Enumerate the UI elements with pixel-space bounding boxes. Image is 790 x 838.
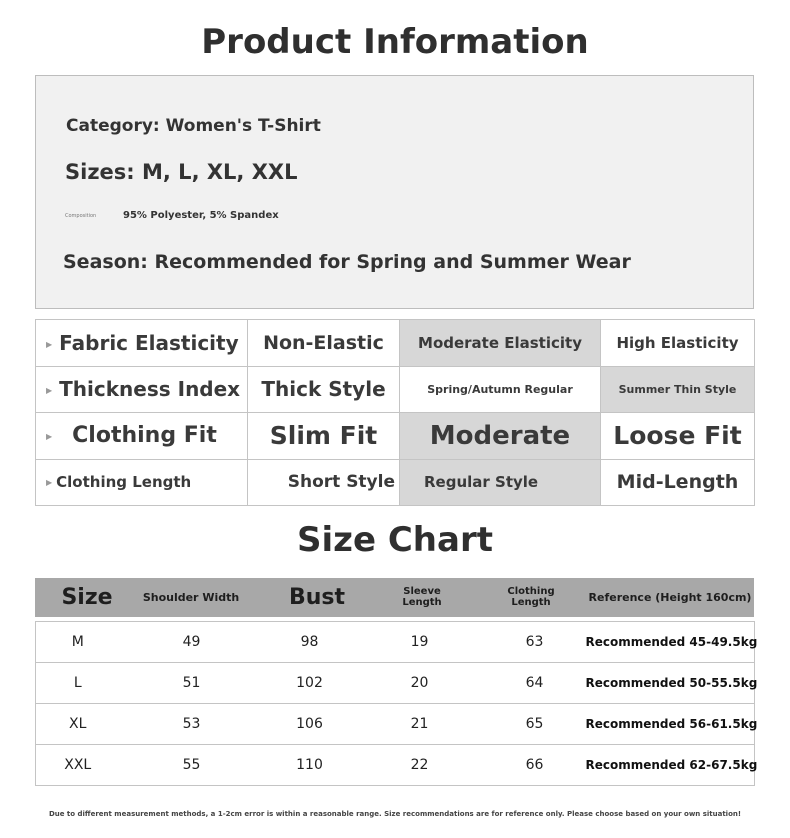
header-shoulder-width: Shoulder Width xyxy=(142,590,240,604)
cell-size: XL xyxy=(36,704,120,745)
attribute-option: Short Style xyxy=(248,459,400,506)
attribute-option-selected: Moderate Elasticity xyxy=(400,320,601,367)
attribute-label: ▶ Clothing Length xyxy=(36,459,248,506)
composition-label: Composition xyxy=(65,213,97,219)
cell-bust: 106 xyxy=(264,704,356,745)
season-text: Season: Recommended for Spring and Summer Wear xyxy=(63,251,631,273)
size-row xyxy=(36,622,755,663)
size-row xyxy=(36,704,755,745)
cell-sleeve: 21 xyxy=(356,704,484,745)
cell-length: 65 xyxy=(484,704,586,745)
attribute-row-fit xyxy=(36,413,755,460)
cell-shoulder: 49 xyxy=(120,622,264,663)
attribute-option: Slim Fit xyxy=(248,413,400,460)
attributes-table xyxy=(35,319,755,506)
attribute-label: ▶ Thickness Index xyxy=(36,366,248,413)
triangle-bullet-icon: ▶ xyxy=(46,386,53,396)
composition-value: 95% Polyester, 5% Spandex xyxy=(123,210,279,221)
cell-bust: 102 xyxy=(264,663,356,704)
cell-sleeve: 22 xyxy=(356,745,484,786)
attribute-label: ▶ Clothing Fit xyxy=(36,413,248,460)
attribute-row-length xyxy=(36,459,755,506)
header-reference: Reference (Height 160cm) xyxy=(588,590,752,604)
cell-shoulder: 55 xyxy=(120,745,264,786)
attribute-option-selected: Regular Style xyxy=(400,459,601,506)
attribute-option: Spring/Autumn Regular xyxy=(400,366,601,413)
cell-size: M xyxy=(36,622,120,663)
triangle-bullet-icon: ▶ xyxy=(46,431,53,441)
size-row xyxy=(36,745,755,786)
triangle-bullet-icon: ▶ xyxy=(46,478,53,488)
cell-size: L xyxy=(36,663,120,704)
cell-length: 63 xyxy=(484,622,586,663)
cell-shoulder: 53 xyxy=(120,704,264,745)
cell-reference: Recommended 50-55.5kg xyxy=(586,663,755,704)
size-chart-title: Size Chart xyxy=(297,520,493,560)
cell-size: XXL xyxy=(36,745,120,786)
attribute-option: High Elasticity xyxy=(601,320,755,367)
attribute-option: Non-Elastic xyxy=(248,320,400,367)
category-text: Category: Women's T-Shirt xyxy=(66,116,321,136)
product-information-title: Product Information xyxy=(201,22,589,62)
cell-sleeve: 20 xyxy=(356,663,484,704)
sizes-text: Sizes: M, L, XL, XXL xyxy=(65,160,298,184)
attribute-row-elasticity xyxy=(36,320,755,367)
cell-reference: Recommended 45-49.5kg xyxy=(586,622,755,663)
cell-length: 66 xyxy=(484,745,586,786)
cell-shoulder: 51 xyxy=(120,663,264,704)
attribute-option-selected: Moderate xyxy=(400,413,601,460)
attribute-option: Thick Style xyxy=(248,366,400,413)
cell-bust: 98 xyxy=(264,622,356,663)
cell-reference: Recommended 62-67.5kg xyxy=(586,745,755,786)
product-info-box xyxy=(35,75,754,309)
size-row xyxy=(36,663,755,704)
footnote: Due to different measurement methods, a 1-2cm error is within a reasonable range. Size recommendations are for reference only. Please choose based on your own situation! xyxy=(48,810,742,818)
attribute-option: Mid-Length xyxy=(601,459,755,506)
header-clothing-length: Clothing Length xyxy=(507,586,555,608)
triangle-bullet-icon: ▶ xyxy=(46,339,53,349)
cell-length: 64 xyxy=(484,663,586,704)
header-bust: Bust xyxy=(288,584,346,610)
attribute-row-thickness xyxy=(36,366,755,413)
attribute-option: Loose Fit xyxy=(601,413,755,460)
cell-reference: Recommended 56-61.5kg xyxy=(586,704,755,745)
size-chart-header xyxy=(35,578,754,617)
header-size: Size xyxy=(61,584,113,610)
cell-bust: 110 xyxy=(264,745,356,786)
header-sleeve-length: Sleeve Length xyxy=(402,586,442,608)
attribute-label: ▶ Fabric Elasticity xyxy=(36,320,248,367)
cell-sleeve: 19 xyxy=(356,622,484,663)
attribute-option-selected: Summer Thin Style xyxy=(601,366,755,413)
size-chart-table xyxy=(35,621,758,786)
